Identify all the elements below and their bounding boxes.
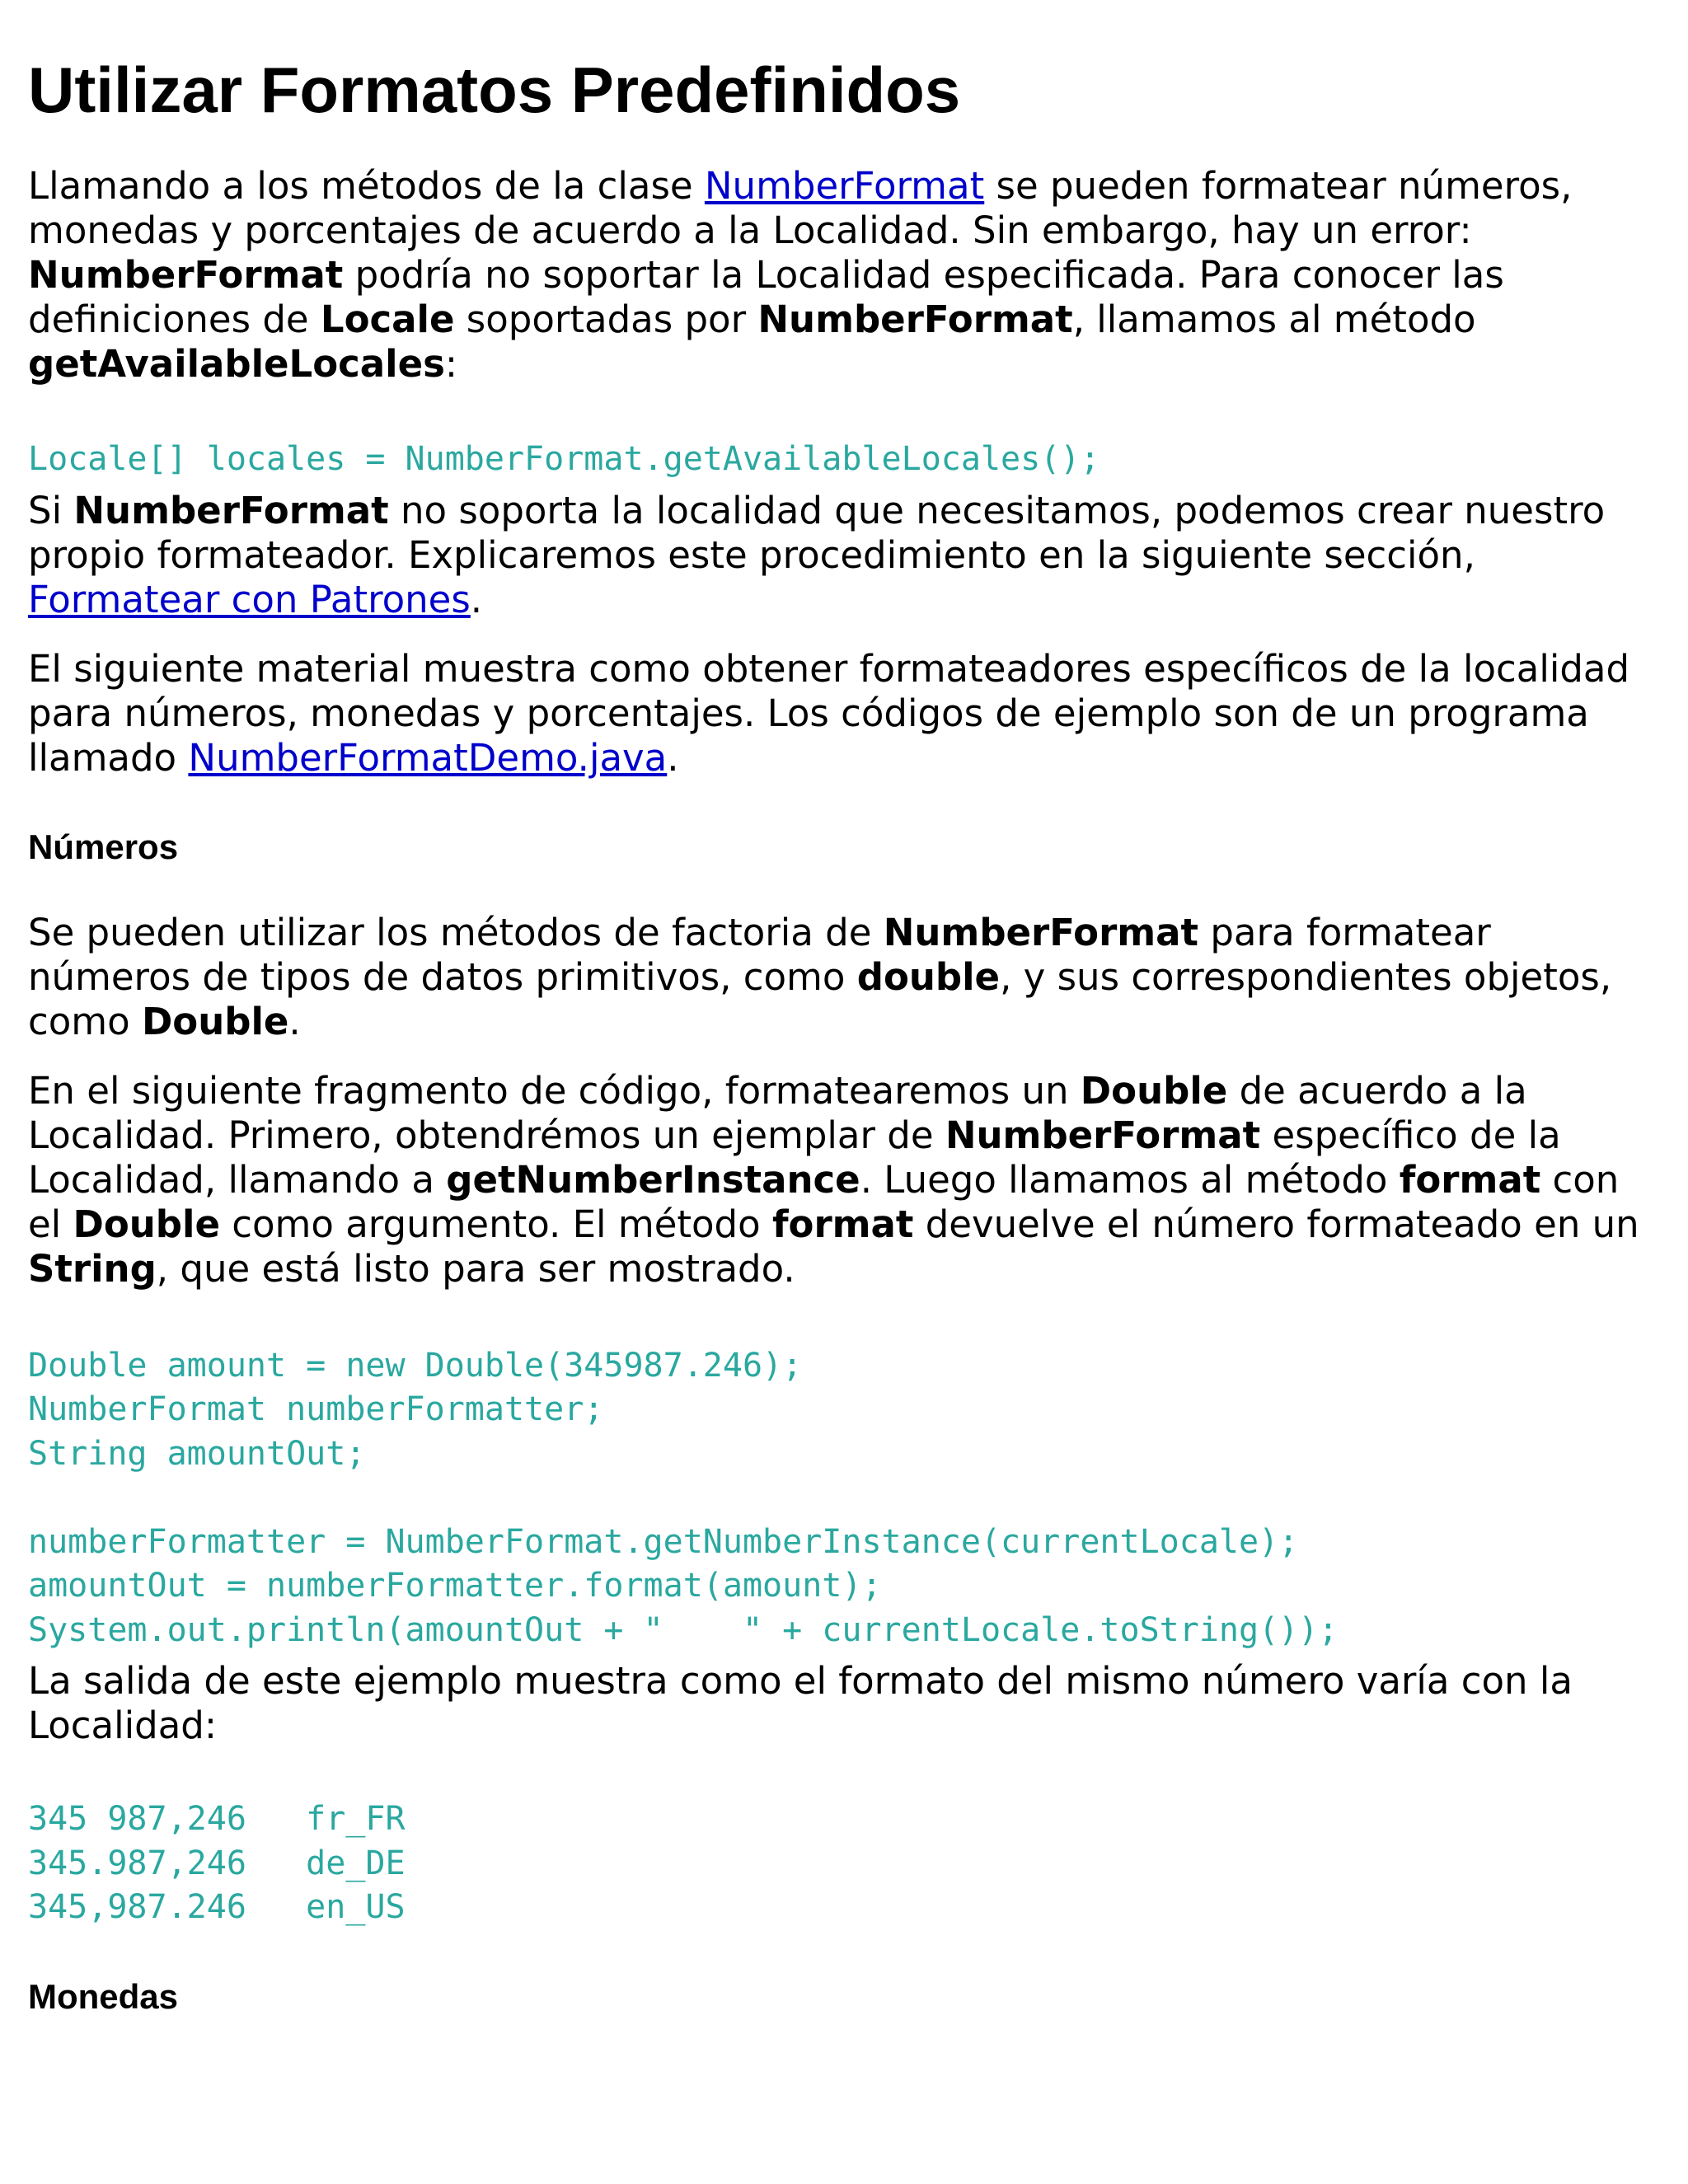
text: , y sus correspondientes objetos, como (28, 954, 1612, 1043)
bold-term: getAvailableLocales (28, 342, 445, 386)
text: se pueden formatear números, monedas y porcentajes de acuerdo a la Localidad. Sin embargo, hay un error: (28, 164, 1573, 252)
text: . (288, 999, 301, 1043)
demo-program-paragraph (28, 647, 1660, 780)
text: podría no soportar la Localidad especificada. Para conocer las definiciones de (28, 253, 1504, 341)
text: específico de la Localidad, llamando a (28, 1113, 1561, 1202)
bold-term: NumberFormat (28, 253, 344, 297)
text: como argumento. El método (219, 1202, 772, 1246)
page-title: Utilizar Formatos Predefinidos (28, 54, 961, 126)
bold-term: Double (73, 1202, 220, 1246)
code-line: System.out.println(amountOut + " " + currentLocale.toString()); (28, 1610, 1339, 1649)
code-line: amountOut = numberFormatter.format(amount); (28, 1567, 882, 1605)
section-heading-monedas: Monedas (28, 1976, 179, 2016)
formatear-con-patrones-link[interactable]: Formatear con Patrones (28, 577, 471, 621)
output-intro-paragraph: La salida de este ejemplo muestra como el formato del mismo número varía con la Localidad: (28, 1659, 1573, 1747)
text: . Luego llamamos al método (860, 1157, 1400, 1202)
bold-term: NumberFormat (757, 298, 1073, 341)
code-line: numberFormatter = NumberFormat.getNumberInstance(currentLocale); (28, 1522, 1299, 1561)
text: El siguiente material muestra como obtener formateadores específicos de la localidad para números, monedas y porcentajes. Los códigos de ejemplo son de un programa llamado (28, 646, 1630, 780)
text: soportadas por (454, 298, 758, 341)
text: con el (28, 1157, 1620, 1246)
bold-term: NumberFormat (945, 1113, 1261, 1157)
text: para formatear números de tipos de datos primitivos, como (28, 910, 1491, 999)
text: Llamando a los métodos de la clase (28, 164, 705, 208)
text: . (470, 577, 483, 621)
bold-term: Double (141, 999, 289, 1043)
code-line: String amountOut; (28, 1434, 366, 1473)
custom-formatter-paragraph (28, 489, 1660, 622)
bold-term: getNumberInstance (446, 1157, 860, 1202)
bold-term: format (1399, 1157, 1541, 1202)
bold-term: Locale (320, 298, 455, 341)
code-block-output (28, 1797, 1660, 1930)
output-line: 345 987,246 fr_FR (28, 1800, 406, 1838)
text: En el siguiente fragmento de código, formatearemos un (28, 1068, 1081, 1113)
text: devuelve el número formateado en un (913, 1202, 1639, 1246)
factory-methods-paragraph (28, 911, 1660, 1044)
text: , llamamos al método (1072, 298, 1476, 341)
bold-term: String (28, 1246, 157, 1291)
intro-paragraph (28, 164, 1660, 387)
bold-term: double (856, 954, 1001, 999)
numberformat-link[interactable]: NumberFormat (704, 164, 985, 208)
text: Se pueden utilizar los métodos de factoria de (28, 910, 884, 954)
bold-term: NumberFormat (73, 488, 389, 532)
text: Si (28, 488, 74, 532)
code-line: Double amount = new Double(345987.246); (28, 1346, 803, 1385)
section-heading-numeros: Números (28, 827, 179, 866)
code-block-available-locales: Locale[] locales = NumberFormat.getAvailableLocales(); (28, 440, 1100, 478)
text: no soporta la localidad que necesitamos, podemos crear nuestro propio formateador. Explicaremos este procedimiento en la siguiente sección, (28, 488, 1606, 577)
code-blank-line (28, 1476, 1660, 1521)
bold-term: Double (1080, 1068, 1228, 1113)
numberformatdemo-link[interactable]: NumberFormatDemo.java (188, 735, 668, 780)
bold-term: NumberFormat (883, 910, 1199, 954)
text: , que está listo para ser mostrado. (156, 1246, 795, 1291)
code-line: NumberFormat numberFormatter; (28, 1390, 604, 1428)
text: . (667, 735, 679, 780)
output-line: 345,987.246 en_US (28, 1888, 406, 1926)
text: : (444, 342, 458, 386)
bold-term: format (771, 1202, 914, 1246)
code-block-number-format (28, 1344, 1660, 1653)
output-line: 345.987,246 de_DE (28, 1844, 406, 1882)
format-double-paragraph (28, 1069, 1660, 1291)
text: de acuerdo a la Localidad. Primero, obtendrémos un ejemplar de (28, 1068, 1527, 1157)
